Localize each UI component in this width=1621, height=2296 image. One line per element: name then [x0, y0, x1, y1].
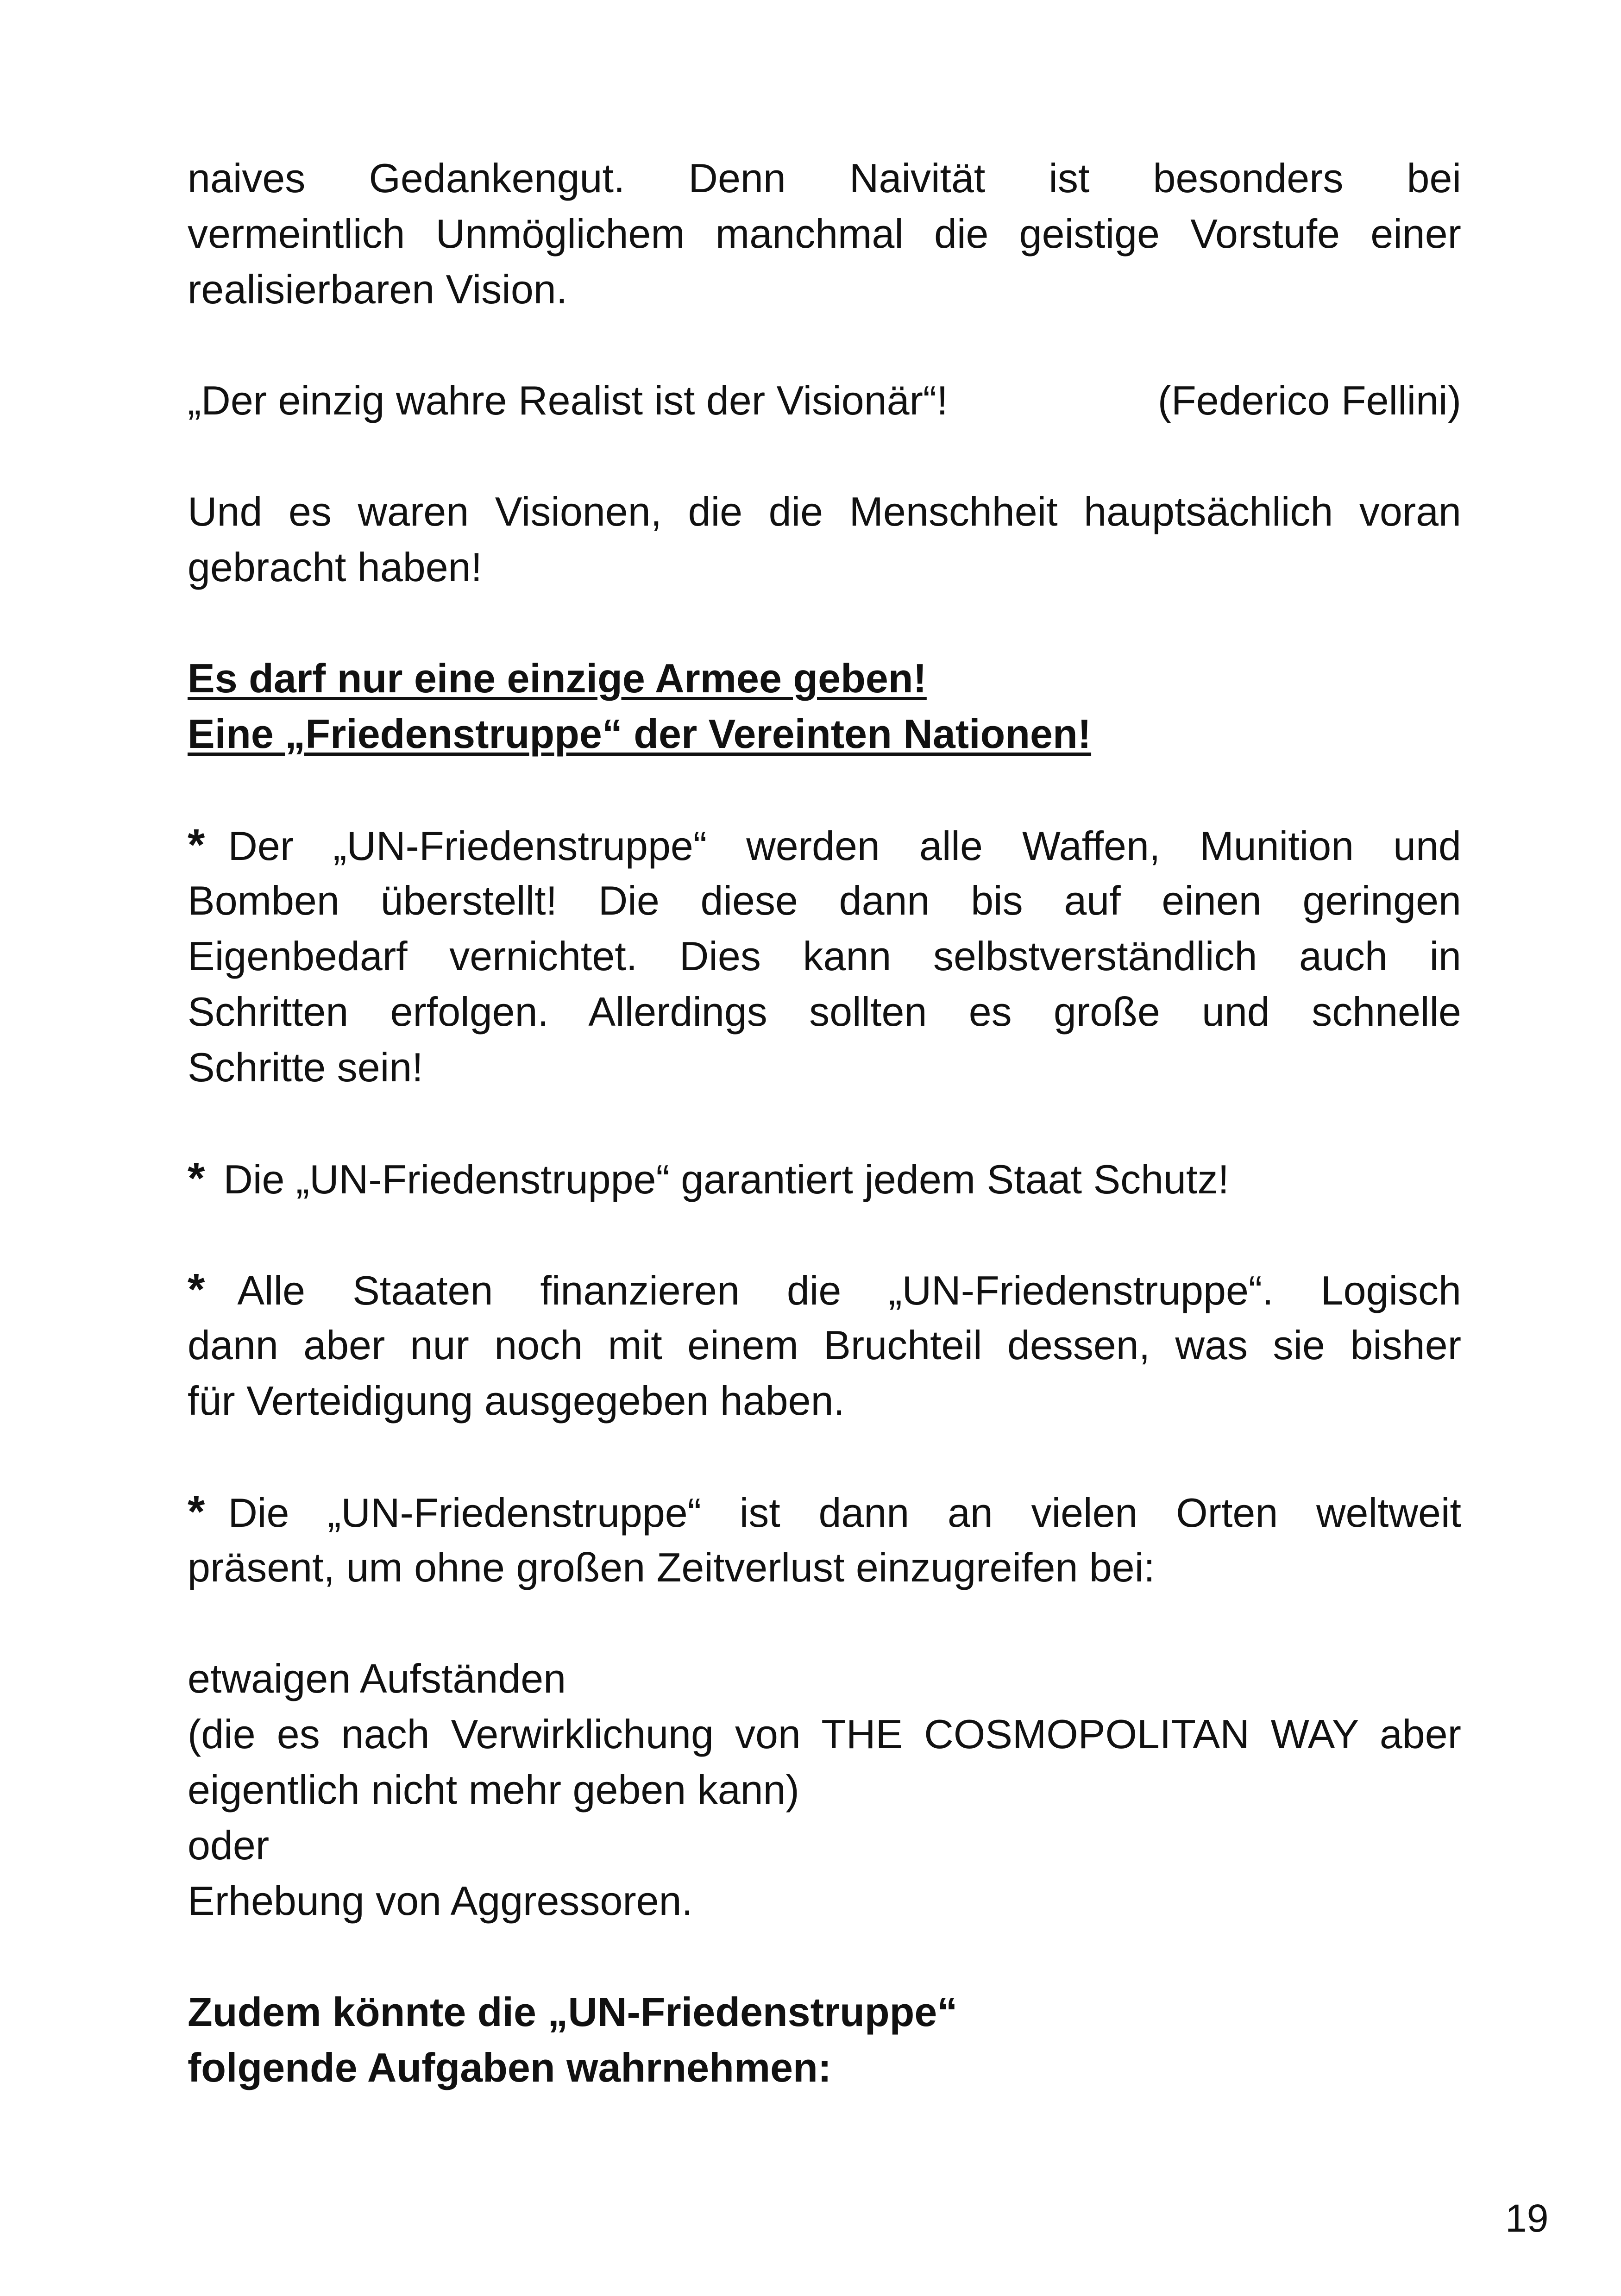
bullet-text: Der „UN-Friedenstruppe“ werden alle Waffen, Munition und: [228, 823, 1461, 869]
bullet-item-line: [188, 1262, 1461, 1318]
bullet-item-line: Schritte sein!: [188, 1044, 423, 1090]
paragraph-line: naives Gedankengut. Denn Naivität ist besonders bei: [188, 155, 1461, 201]
bullet-star-icon: *: [188, 820, 205, 870]
bullet-text: Die „UN-Friedenstruppe“ garantiert jedem Staat Schutz!: [223, 1156, 1229, 1202]
bullet-item-line: Bomben überstellt! Die diese dann bis auf einen geringen: [188, 878, 1461, 923]
bullet-star-icon: *: [188, 1265, 205, 1314]
bullet-star-icon: *: [188, 1154, 205, 1203]
bullet-text: Alle Staaten finanzieren die „UN-Friedenstruppe“. Logisch: [237, 1267, 1461, 1313]
bullet-item-line: [188, 1151, 1461, 1207]
bullet-star-icon: *: [188, 1487, 205, 1537]
quote-text: „Der einzig wahre Realist ist der Visionär“!: [188, 377, 948, 423]
paragraph-line: gebracht haben!: [188, 544, 483, 590]
paragraph-line: realisierbaren Vision.: [188, 266, 568, 312]
list-line: Erhebung von Aggressoren.: [188, 1878, 693, 1924]
bullet-item-line: Schritten erfolgen. Allerdings sollten es große und schnelle: [188, 989, 1461, 1035]
heading-line: Zudem könnte die „UN-Friedenstruppe“: [188, 1989, 958, 2035]
paragraph-line: Und es waren Visionen, die die Menschheit hauptsächlich voran: [188, 489, 1461, 534]
paragraph-line: vermeintlich Unmöglichem manchmal die geistige Vorstufe einer: [188, 211, 1461, 257]
quote-line: [188, 373, 1461, 428]
bullet-item-line: für Verteidigung ausgegeben haben.: [188, 1378, 845, 1424]
list-line: oder: [188, 1822, 270, 1868]
page-number: 19: [1505, 2196, 1549, 2240]
bullet-item-line: präsent, um ohne großen Zeitverlust einzugreifen bei:: [188, 1544, 1155, 1590]
list-line: eigentlich nicht mehr geben kann): [188, 1767, 799, 1813]
list-line: etwaigen Aufständen: [188, 1656, 566, 1701]
bullet-item-line: [188, 817, 1461, 874]
heading-line: folgende Aufgaben wahrnehmen:: [188, 2045, 832, 2090]
bullet-text: Die „UN-Friedenstruppe“ ist dann an vielen Orten weltweit: [228, 1490, 1461, 1536]
bullet-item-line: [188, 1484, 1461, 1541]
heading-line: Es darf nur eine einzige Armee geben!: [188, 655, 927, 701]
bullet-item-line: Eigenbedarf vernichtet. Dies kann selbstverständlich auch in: [188, 933, 1461, 979]
heading-line: Eine „Friedenstruppe“ der Vereinten Nationen!: [188, 711, 1092, 757]
bullet-item-line: dann aber nur noch mit einem Bruchteil dessen, was sie bisher: [188, 1322, 1461, 1368]
quote-author: (Federico Fellini): [1157, 377, 1461, 423]
list-line: (die es nach Verwirklichung von THE COSMOPOLITAN WAY aber: [188, 1711, 1461, 1757]
